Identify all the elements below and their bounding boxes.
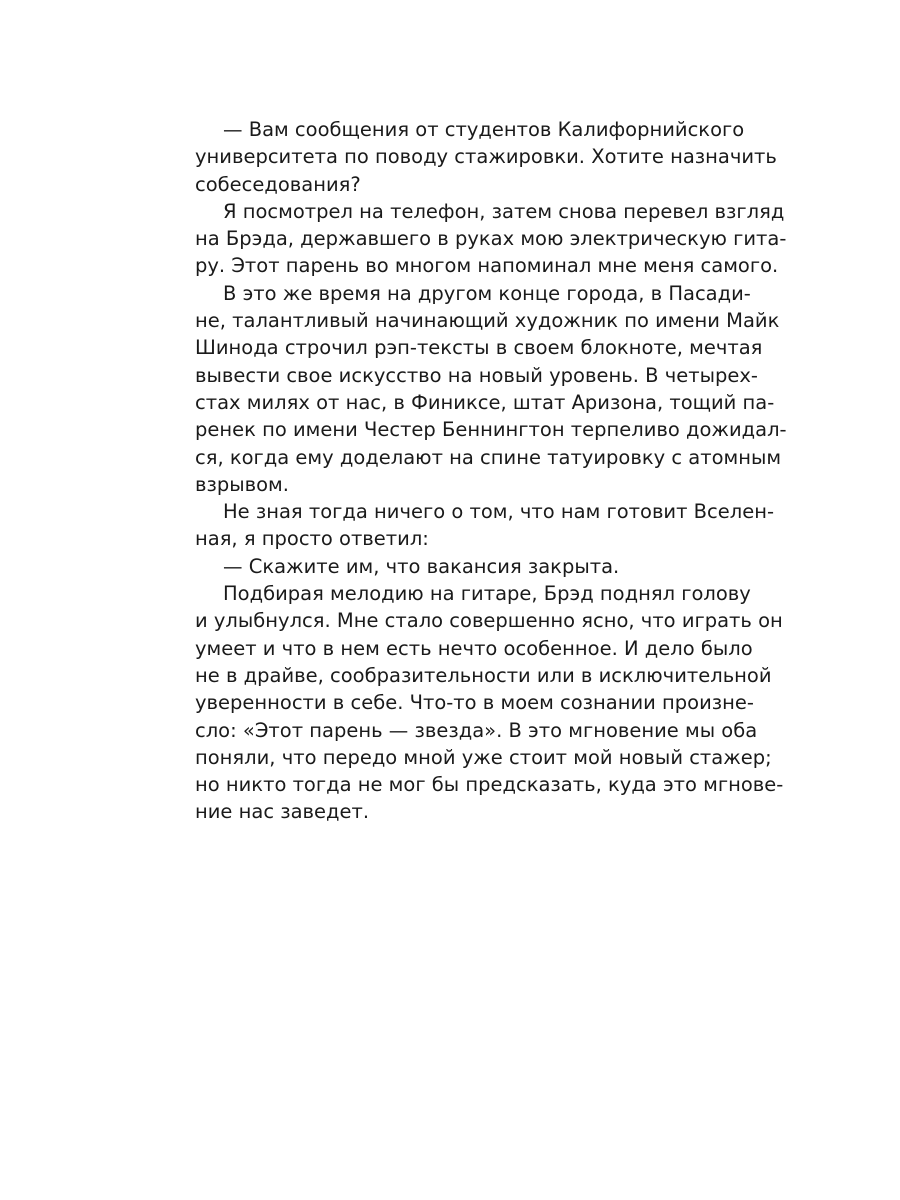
text-line: Шинода строчил рэп-тексты в своем блокноте, мечтая [195, 336, 763, 360]
text-line: стах милях от нас, в Финиксе, штат Аризона, тощий па- [195, 390, 775, 414]
text-line: Подбирая мелодию на гитаре, Брэд поднял голову [223, 582, 751, 606]
text-line: ние нас заведет. [195, 800, 370, 824]
text-line: вывести свое искусство на новый уровень. В четырех- [195, 363, 758, 387]
text-line: но никто тогда не мог бы предсказать, куда это мгнове- [195, 773, 784, 797]
text-line: не, талантливый начинающий художник по имени Майк [195, 309, 780, 333]
text-line: ся, когда ему доделают на спине татуировку с атомным [195, 445, 782, 469]
text-line: ру. Этот парень во многом напоминал мне меня самого. [195, 254, 779, 278]
text-line: не в драйве, сообразительности или в исключительной [195, 663, 772, 687]
text-line: университета по поводу стажировки. Хотите назначить [195, 145, 777, 169]
text-line: взрывом. [195, 472, 289, 496]
text-line: ренек по имени Честер Беннингтон терпеливо дожидал- [195, 418, 787, 442]
text-line: Я посмотрел на телефон, затем снова перевел взгляд [223, 199, 785, 223]
text-line: ная, я просто ответил: [195, 527, 429, 551]
text-line: поняли, что передо мной уже стоит мой новый стажер; [195, 745, 772, 769]
text-line: уверенности в себе. Что-то в моем сознании произне- [195, 691, 754, 715]
text-line: и улыбнулся. Мне стало совершенно ясно, что играть он [195, 609, 783, 633]
text-line: — Вам сообщения от студентов Калифорнийского [223, 118, 745, 141]
text-line: на Брэда, державшего в руках мою электрическую гита- [195, 227, 787, 251]
text-line: Не зная тогда ничего о том, что нам готовит Вселен- [223, 500, 775, 524]
page-body-text [195, 116, 787, 826]
text-line: — Скажите им, что вакансия закрыта. [223, 554, 620, 578]
text-line: собеседования? [195, 172, 361, 196]
text-line: сло: «Этот парень — звезда». В это мгновение мы оба [195, 718, 758, 742]
text-line: В это же время на другом конце города, в Пасади- [223, 281, 751, 305]
text-line: умеет и что в нем есть нечто особенное. И дело было [195, 636, 753, 660]
